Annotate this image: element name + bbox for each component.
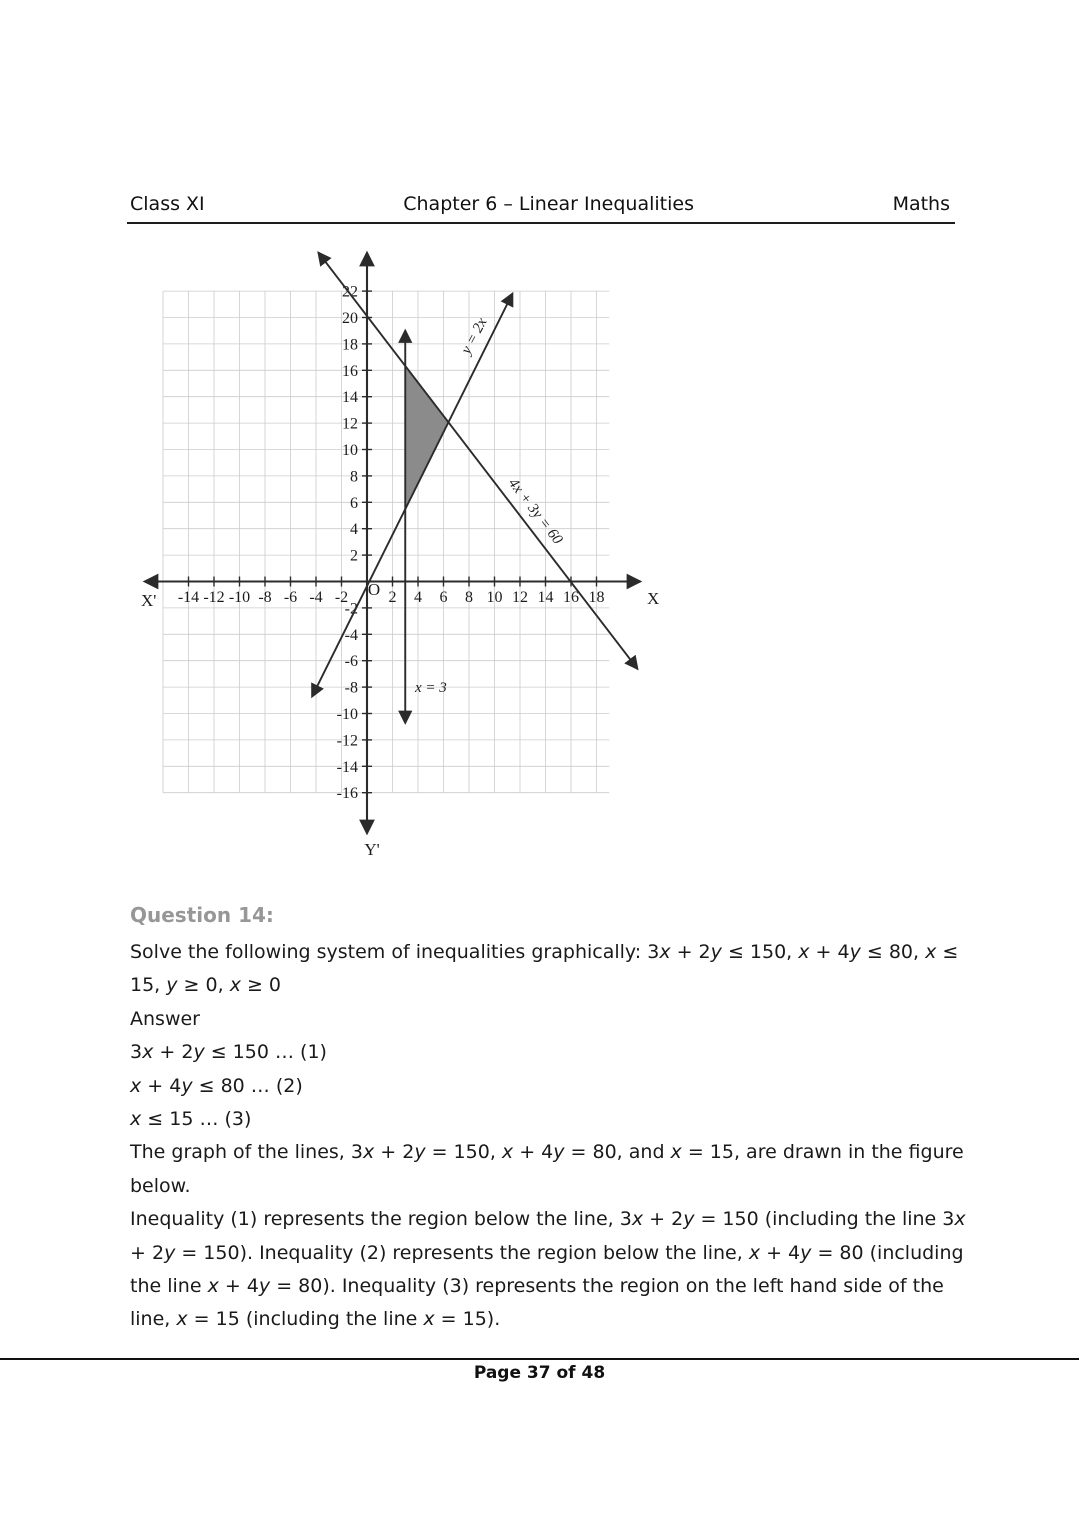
y-tick-label: -6	[344, 653, 358, 671]
header-rule	[127, 222, 955, 224]
x-tick-label: 18	[588, 589, 605, 606]
y-tick-label: -2	[344, 600, 358, 618]
body-line: the line x + 4y = 80). Inequality (3) represents the region on the left hand side of the	[130, 1275, 944, 1298]
body-line: line, x = 15 (including the line x = 15).	[130, 1308, 501, 1331]
y-tick-label: 6	[350, 494, 358, 512]
body-line: x + 4y ≤ 80 … (2)	[130, 1074, 303, 1097]
plot-line-1	[312, 294, 512, 697]
y-tick-label: 14	[342, 389, 358, 407]
y-tick-label: 10	[342, 442, 358, 459]
x-tick-label: 10	[486, 589, 503, 606]
x-tick-label: -8	[258, 589, 272, 606]
x-tick-label: 2	[388, 589, 397, 606]
label-line-4x-3y-60: 4x + 3y = 60	[504, 475, 566, 548]
y-tick-label: 20	[342, 310, 358, 327]
label-line-x-equals-3: x = 3	[415, 680, 447, 696]
page-number: Page 37 of 48	[473, 1363, 606, 1383]
x-tick-label: 4	[414, 589, 422, 606]
y-tick-label: 22	[342, 283, 358, 301]
y-tick-label: 16	[342, 362, 358, 380]
footer-rule	[0, 1358, 1079, 1360]
y-tick-label: 8	[350, 468, 358, 486]
y-tick-label: -4	[344, 626, 358, 644]
body-line: Inequality (1) represents the region below the line, 3x + 2y = 150 (including the line 3x	[130, 1208, 966, 1231]
origin-label: O	[367, 580, 381, 599]
x-tick-label: -12	[203, 589, 225, 606]
x-tick-label: -4	[309, 589, 323, 606]
y-tick-label: -14	[336, 758, 358, 776]
line-labels	[414, 315, 566, 696]
header-chapter-title: Chapter 6 – Linear Inequalities	[403, 193, 694, 215]
x-neg-axis-label: X'	[141, 591, 157, 610]
figure-svg	[140, 237, 680, 867]
grid	[163, 291, 609, 793]
body-line: The graph of the lines, 3x + 2y = 150, x + 4y = 80, and x = 15, are drawn in the figure	[130, 1141, 964, 1164]
y-tick-label: 2	[350, 547, 358, 565]
x-tick-label: -14	[177, 589, 200, 606]
y-tick-label: -12	[336, 732, 358, 750]
y-tick-label: -16	[336, 785, 358, 803]
x-axis-label: X	[647, 589, 660, 608]
body-line: below.	[130, 1174, 191, 1197]
answer-body	[130, 936, 965, 1337]
y-neg-axis-label: Y'	[364, 840, 380, 859]
header-class: Class XI	[130, 193, 205, 215]
y-tick-label: 12	[342, 415, 358, 433]
y-tick-label: 4	[350, 521, 358, 539]
label-line-y-equals-2x: y = 2x	[458, 315, 491, 357]
body-line: + 2y = 150). Inequality (2) represents the region below the line, x + 4y = 80 (including	[130, 1241, 964, 1264]
body-line: 15, y ≥ 0, x ≥ 0	[130, 974, 282, 997]
y-tick-label: -8	[344, 679, 358, 697]
x-tick-label: 14	[537, 589, 554, 606]
header-subject: Maths	[892, 193, 950, 215]
x-tick-label: -6	[283, 589, 298, 606]
x-tick-label: 8	[465, 589, 473, 606]
page-header	[130, 193, 950, 215]
body-line: Solve the following system of inequalities graphically: 3x + 2y ≤ 150, x + 4y ≤ 80, x ≤	[130, 941, 959, 963]
axis-letters	[141, 580, 659, 859]
question-label: Question 14:	[130, 903, 274, 927]
body-line: 3x + 2y ≤ 150 … (1)	[130, 1041, 327, 1064]
body-line: x ≤ 15 … (3)	[130, 1108, 252, 1131]
x-tick-label: -10	[228, 589, 251, 606]
shaded-solution-region	[405, 366, 448, 509]
x-tick-label: -2	[334, 589, 349, 606]
body-line: Answer	[130, 1007, 200, 1030]
x-tick-label: 12	[512, 589, 528, 606]
y-tick-label: 18	[342, 336, 358, 354]
inequalities-graph-figure	[140, 237, 680, 867]
x-tick-label: 6	[439, 589, 448, 606]
x-tick-label: 16	[563, 589, 579, 606]
y-tick-label: -10	[336, 706, 358, 723]
